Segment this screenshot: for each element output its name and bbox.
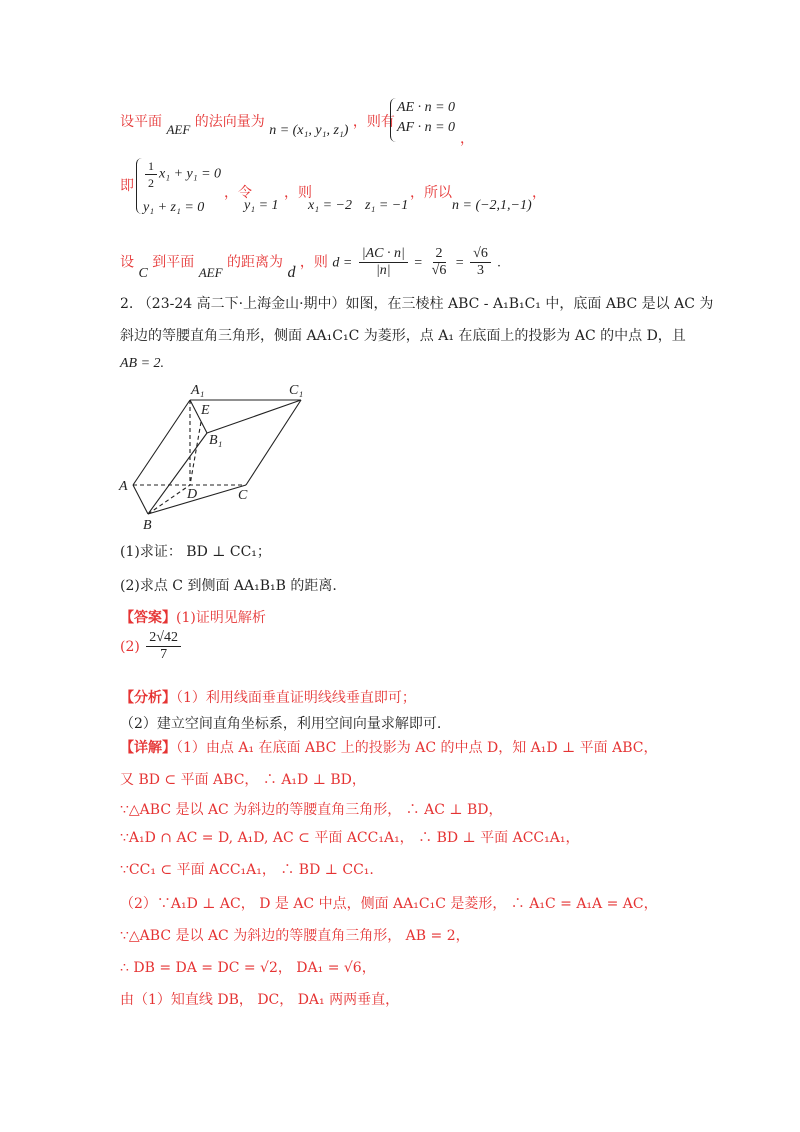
edge-A-A1 bbox=[133, 400, 190, 485]
detail-line-6: （2）∵A₁D ⊥ AC， D 是 AC 中点，侧面 AA₁C₁C 是菱形， ∴ A₁C = A₁A = AC， bbox=[120, 896, 658, 912]
label-A1: A₁ bbox=[191, 383, 205, 398]
analysis-line-1: 【分析】（1）利用线面垂直证明线线垂直即可； bbox=[120, 690, 416, 706]
edge-B1-C1 bbox=[207, 400, 301, 433]
problem-line-3: AB = 2. bbox=[120, 356, 165, 371]
label-D: D bbox=[187, 487, 198, 502]
normal-vector-line: 设平面 AEF 的法向量为 n = (x₁, y₁, z₁) ，则有 bbox=[120, 114, 395, 138]
question-1: (1)求证： BD ⊥ CC₁； bbox=[120, 544, 271, 560]
problem-line-2: 斜边的等腰直角三角形，侧面 AA₁C₁C 为菱形，点 A₁ 在底面上的投影为 AC 的中点 D，且 bbox=[120, 328, 686, 344]
problem-line-1: 2. （23-24 高二下·上海金山·期中）如图，在三棱柱 ABC - A₁B₁C₁ 中，底面 ABC 是以 AC 为 bbox=[120, 296, 714, 312]
equation-system-2: $\frac{1}{2}$ x₁ + y₁ = 0 y₁ + z₁ = 0 bbox=[136, 158, 221, 214]
label-B: B bbox=[143, 518, 152, 533]
label-C: C bbox=[238, 488, 248, 503]
answer-line: 【答案】(1)证明见解析 bbox=[120, 610, 266, 626]
detail-line-3: ∵△ABC 是以 AC 为斜边的等腰直角三角形， ∴ AC ⊥ BD， bbox=[120, 802, 503, 818]
detail-line-2: 又 BD ⊂ 平面 ABC， ∴ A₁D ⊥ BD， bbox=[120, 772, 366, 788]
detail-line-9: 由（1）知直线 DB， DC， DA₁ 两两垂直， bbox=[120, 992, 400, 1008]
hidden-B-D bbox=[148, 485, 190, 514]
edge-A-B bbox=[133, 485, 148, 514]
question-2: (2)求点 C 到侧面 AA₁B₁B 的距离. bbox=[120, 578, 337, 594]
prism-figure bbox=[115, 378, 315, 533]
distance-line: 设 C 到平面 AEF 的距离为 d ，则 d = $\frac{|AC \cdot n|}{|n|}$ = $\frac{2}{√6}$ = $\frac{√6}{3}$ . bbox=[120, 246, 501, 281]
equation-system-1: AE · n = 0 AF · n = 0 bbox=[390, 98, 455, 142]
label-A: A bbox=[119, 479, 128, 494]
edge-C-C1 bbox=[246, 400, 301, 485]
detail-line-5: ∵CC₁ ⊂ 平面 ACC₁A₁， ∴ BD ⊥ CC₁. bbox=[120, 862, 374, 878]
label-E: E bbox=[201, 403, 210, 418]
solve-system-line: 即 bbox=[120, 178, 134, 194]
label-B1: B₁ bbox=[209, 433, 223, 448]
answer-2: (2) $\frac{2√42}{7}$ bbox=[120, 642, 183, 663]
detail-line-8: ∴ DB = DA = DC = √2， DA₁ = √6， bbox=[120, 960, 376, 976]
label-C1: C₁ bbox=[289, 383, 304, 398]
edge-B-B1 bbox=[148, 433, 207, 514]
detail-line-7: ∵△ABC 是以 AC 为斜边的等腰直角三角形， AB = 2， bbox=[120, 928, 470, 944]
detail-line-1: 【详解】（1）由点 A₁ 在底面 ABC 上的投影为 AC 的中点 D，知 A₁D ⊥ 平面 ABC， bbox=[120, 740, 658, 756]
analysis-line-2: （2）建立空间直角坐标系，利用空间向量求解即可. bbox=[120, 716, 442, 732]
detail-line-4: ∵A₁D ∩ AC = D, A₁D, AC ⊂ 平面 ACC₁A₁， ∴ BD ⊥ 平面 ACC₁A₁， bbox=[120, 830, 580, 846]
